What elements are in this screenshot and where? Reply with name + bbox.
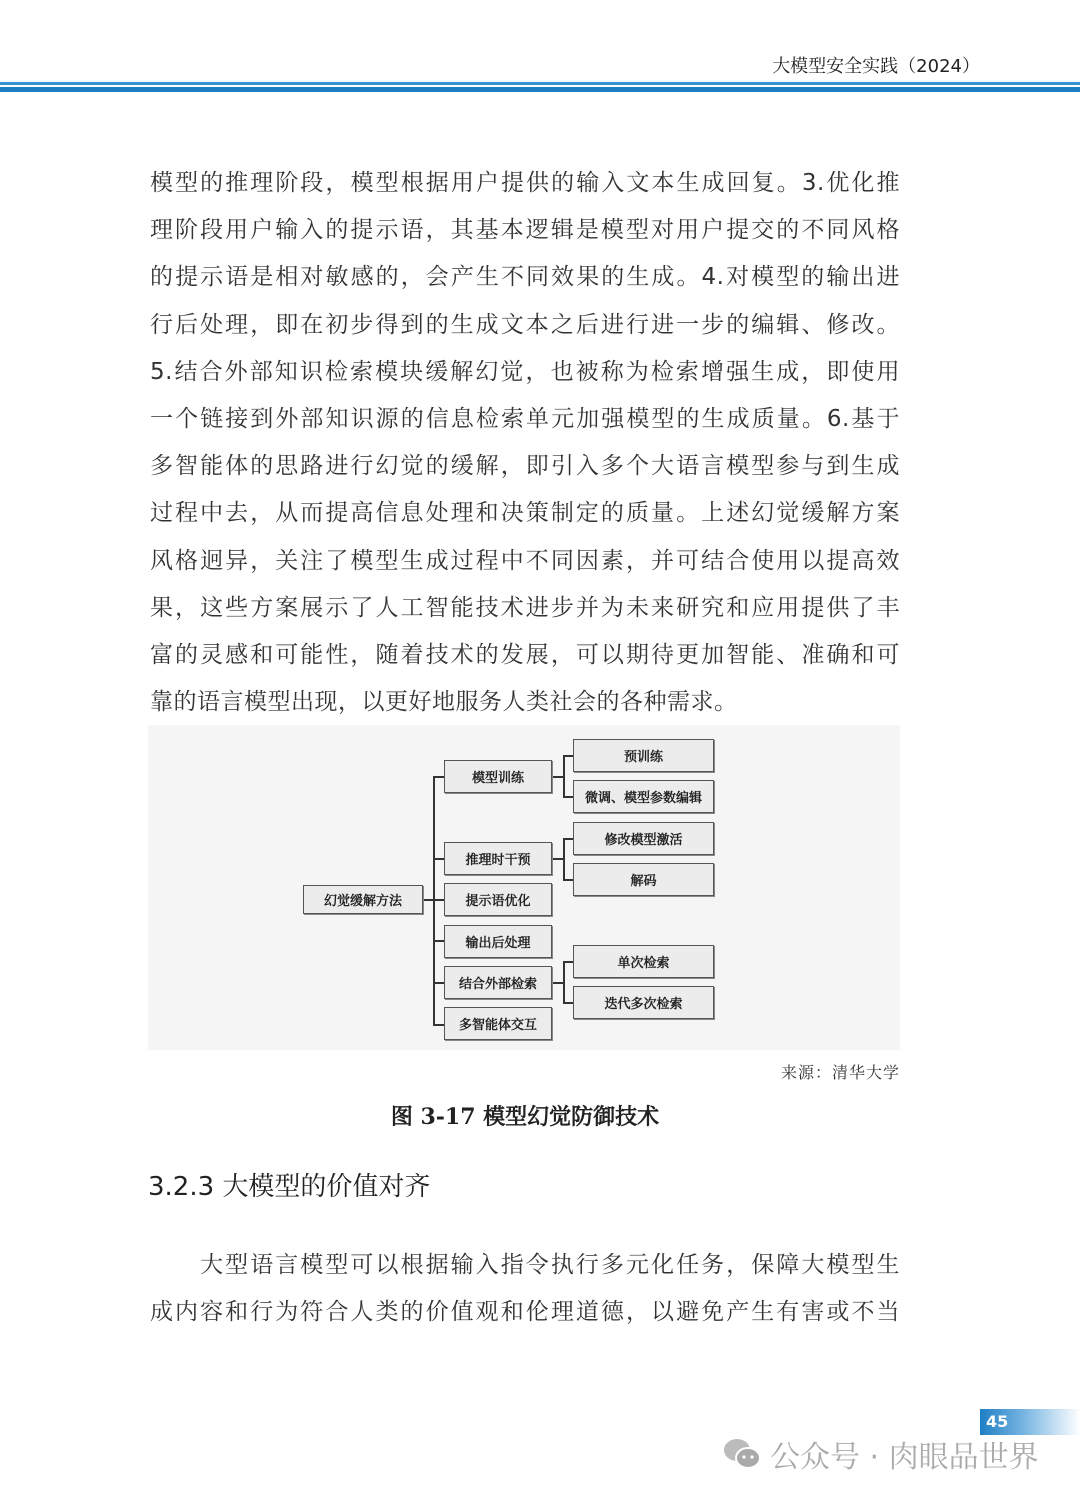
connector (563, 879, 573, 881)
connector (433, 858, 444, 860)
header-rule-thin (0, 82, 1080, 85)
connector (433, 1024, 444, 1026)
connector (552, 776, 563, 778)
connector (563, 838, 573, 840)
diagram-leaf: 微调、模型参数编辑 (573, 780, 714, 813)
body-paragraph-2 (150, 1242, 900, 1336)
connector (563, 755, 573, 757)
text-line: 的提示语是相对敏感的，会产生不同效果的生成。4.对模型的输出进 (150, 264, 900, 291)
text-line: 过程中去，从而提高信息处理和决策制定的质量。上述幻觉缓解方案 (150, 500, 900, 527)
text-line: 模型的推理阶段，模型根据用户提供的输入文本生成回复。3.优化推 (150, 170, 900, 196)
connector (563, 796, 573, 798)
connector (433, 776, 435, 1024)
figure-caption: 图 3-17 模型幻觉防御技术 (390, 1104, 660, 1130)
text-line: 靠的语言模型出现，以更好地服务人类社会的各种需求。 (150, 689, 738, 716)
diagram-leaf: 单次检索 (573, 945, 714, 978)
diagram-leaf: 修改模型激活 (573, 822, 714, 855)
text-line: 理阶段用户输入的提示语，其基本逻辑是模型对用户提交的不同风格 (150, 217, 900, 244)
connector (552, 858, 563, 860)
text-line: 大型语言模型可以根据输入指令执行多元化任务，保障大模型生 (150, 1252, 900, 1278)
diagram-node: 提示语优化 (444, 883, 552, 916)
wechat-icon (722, 1437, 762, 1471)
diagram-node: 输出后处理 (444, 925, 552, 958)
text-line: 果，这些方案展示了人工智能技术进步并为未来研究和应用提供了丰 (150, 594, 900, 621)
connector (433, 982, 444, 984)
section-heading: 3.2.3 大模型的价值对齐 (148, 1172, 431, 1202)
text-line: 成内容和行为符合人类的价值观和伦理道德，以避免产生有害或不当 (150, 1299, 900, 1326)
watermark (722, 1432, 1039, 1476)
connector (563, 961, 565, 1002)
connector (552, 982, 563, 984)
connector (563, 1002, 573, 1004)
connector (433, 776, 444, 778)
hallucination-mitigation-diagram (148, 725, 900, 1050)
diagram-leaf: 迭代多次检索 (573, 986, 714, 1019)
diagram-leaf: 解码 (573, 863, 714, 896)
text-line: 5.结合外部知识检索模块缓解幻觉，也被称为检索增强生成，即使用 (150, 358, 900, 385)
connector (563, 961, 573, 963)
text-line: 一个链接到外部知识源的信息检索单元加强模型的生成质量。6.基于 (150, 405, 900, 432)
text-line: 风格迥异，关注了模型生成过程中不同因素，并可结合使用以提高效 (150, 547, 900, 574)
text-line: 行后处理，即在初步得到的生成文本之后进行进一步的编辑、修改。 (150, 311, 900, 338)
page-number: 45 (980, 1409, 1080, 1435)
body-paragraph (150, 160, 900, 726)
running-header: 大模型安全实践（2024） (772, 56, 980, 77)
text-line: 富的灵感和可能性，随着技术的发展，可以期待更加智能、准确和可 (150, 641, 900, 668)
connector (433, 940, 444, 942)
connector (563, 838, 565, 879)
figure-source: 来源：清华大学 (780, 1063, 900, 1082)
diagram-node: 多智能体交互 (444, 1007, 552, 1040)
diagram-node: 结合外部检索 (444, 966, 552, 999)
diagram-node: 模型训练 (444, 760, 552, 793)
diagram-root-node: 幻觉缓解方法 (303, 885, 423, 914)
header-rule-thick (0, 87, 1080, 92)
diagram-node: 推理时干预 (444, 842, 552, 875)
watermark-text: 公众号 · 肉眼品世界 (770, 1440, 1039, 1475)
text-line: 多智能体的思路进行幻觉的缓解，即引入多个大语言模型参与到生成 (150, 453, 900, 480)
connector (563, 755, 565, 796)
diagram-leaf: 预训练 (573, 739, 714, 772)
